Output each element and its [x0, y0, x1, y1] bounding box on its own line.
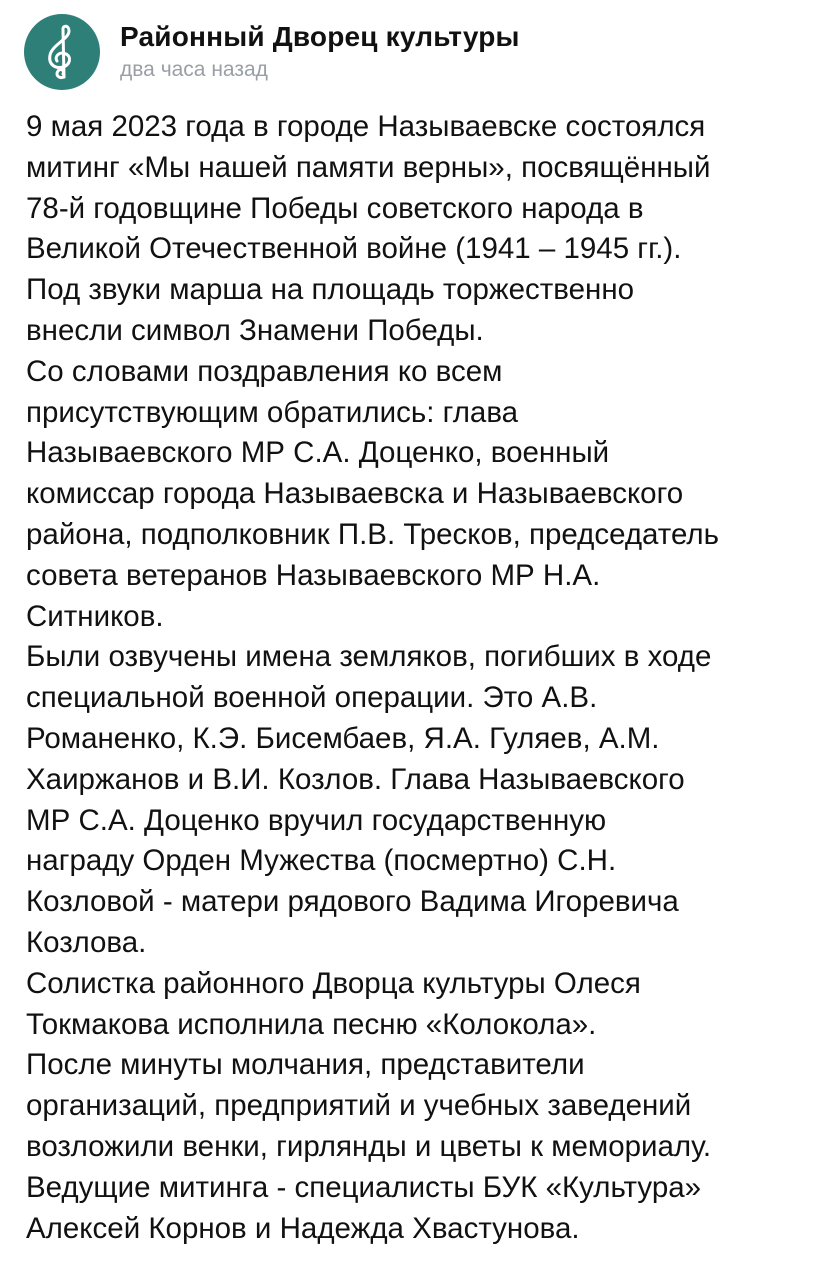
- post-text-line: Ситников.: [26, 599, 164, 633]
- post-text-line: Козлова.: [26, 925, 147, 959]
- post-text-line: МР С.А. Доценко вручил государственную: [26, 803, 607, 837]
- post-text-line: района, подполковник П.В. Тресков, председатель: [26, 517, 719, 551]
- post-text-line: организаций, предприятий и учебных заведений: [26, 1089, 692, 1123]
- post-text-line: Солистка районного Дворца культуры Олеся: [26, 966, 641, 1000]
- post-text-line: После минуты молчания, представители: [26, 1048, 585, 1082]
- author-avatar[interactable]: [24, 14, 100, 90]
- post-text-line: внесли символ Знамени Победы.: [26, 313, 484, 347]
- post-text-line: Ведущие митинга - специалисты БУК «Культура»: [26, 1170, 702, 1204]
- post-text-line: возложили венки, гирлянды и цветы к мемориалу.: [26, 1129, 712, 1163]
- post-text-line: Романенко, К.Э. Бисембаев, Я.А. Гуляев, А.М.: [26, 721, 660, 755]
- post-header: [24, 14, 520, 90]
- post-text-line: присутствующим обратились: глава: [26, 395, 519, 429]
- treble-clef-icon: [42, 23, 82, 81]
- post-text-line: Со словами поздравления ко всем: [26, 354, 503, 388]
- post-text-line: Великой Отечественной войне (1941 – 1945 гг.).: [26, 232, 682, 266]
- post-text-line: Были озвучены имена земляков, погибших в ходе: [26, 640, 712, 674]
- author-block: [120, 20, 520, 84]
- post-text-line: митинг «Мы нашей памяти верны», посвящённый: [26, 150, 711, 184]
- post-text-line: комиссар города Называевска и Называевского: [26, 477, 684, 511]
- author-name[interactable]: Районный Дворец культуры: [120, 21, 520, 52]
- post-timestamp[interactable]: два часа назад: [120, 58, 268, 81]
- post-text: [26, 107, 796, 1249]
- post-text-line: Токмакова исполнила песню «Колокола».: [26, 1007, 597, 1041]
- post-text-line: награду Орден Мужества (посмертно) С.Н.: [26, 844, 617, 878]
- post-text-line: 9 мая 2023 года в городе Называевске состоялся: [26, 110, 706, 143]
- post-text-line: Козловой - матери рядового Вадима Игоревича: [26, 885, 679, 919]
- post-text-line: специальной военной операции. Это А.В.: [26, 681, 598, 715]
- post-text-line: Алексей Корнов и Надежда Хвастунова.: [26, 1211, 580, 1245]
- post-text-line: совета ветеранов Называевского МР Н.А.: [26, 558, 601, 592]
- post-text-line: 78-й годовщине Победы советского народа в: [26, 191, 644, 225]
- post-text-line: Хаиржанов и В.И. Козлов. Глава Называевского: [26, 762, 685, 796]
- post-text-line: Называевского МР С.А. Доценко, военный: [26, 436, 610, 470]
- post-text-line: Под звуки марша на площадь торжественно: [26, 273, 635, 307]
